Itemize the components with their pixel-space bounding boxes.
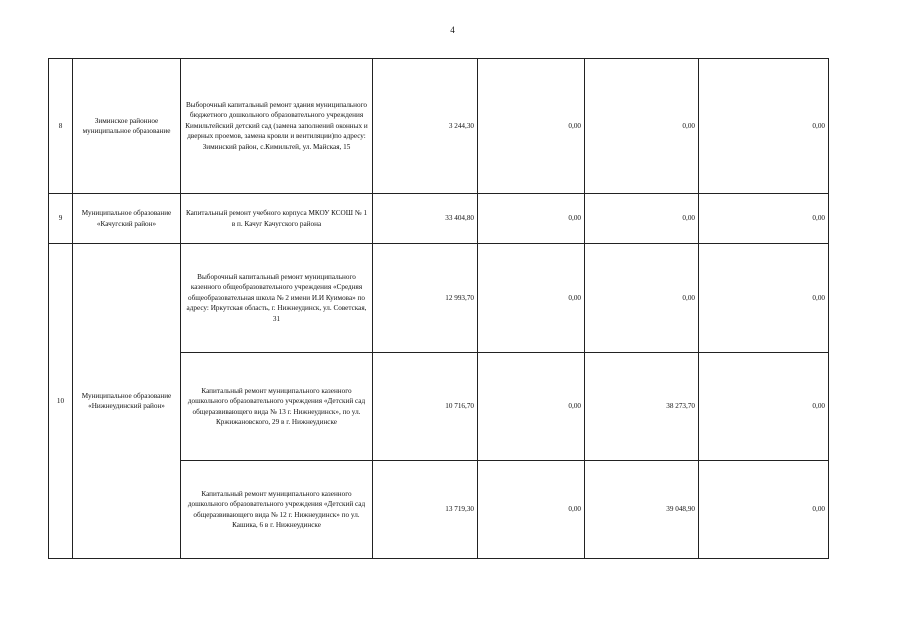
amount-cell: 0,00: [585, 194, 699, 244]
amount-cell: 10 716,70: [373, 353, 478, 461]
table-row: [49, 194, 829, 244]
row-number: 8: [49, 59, 73, 194]
amount-cell: 0,00: [585, 59, 699, 194]
municipality-cell: Муниципальное образование «Нижнеудинский район»: [73, 244, 181, 559]
page-number: 4: [450, 25, 455, 35]
amount-cell: 0,00: [699, 461, 829, 559]
amount-cell: 0,00: [478, 194, 585, 244]
amount-cell: 3 244,30: [373, 59, 478, 194]
amount-cell: 0,00: [478, 353, 585, 461]
budget-table: [48, 58, 829, 559]
row-number: 10: [49, 244, 73, 559]
amount-cell: 38 273,70: [585, 353, 699, 461]
amount-cell: 0,00: [699, 59, 829, 194]
municipality-cell: Зиминское районное муниципальное образование: [73, 59, 181, 194]
object-cell: Выборочный капитальный ремонт муниципального казенного общеобразовательного учреждения «Средняя общеобразовательная школа № 2 имени И.И Куимова» по адресу: Иркутская область, г. Нижнеудинск, ул. Советская, 31: [181, 244, 373, 353]
object-cell: Капитальный ремонт учебного корпуса МКОУ КСОШ № 1 в п. Качуг Качугского района: [181, 194, 373, 244]
amount-cell: 0,00: [699, 194, 829, 244]
municipality-cell: Муниципальное образование «Качугский район»: [73, 194, 181, 244]
amount-cell: 33 404,80: [373, 194, 478, 244]
table-row: [49, 59, 829, 194]
amount-cell: 0,00: [478, 244, 585, 353]
object-cell: Капитальный ремонт муниципального казенного дошкольного образовательного учреждения «Детский сад общеразвивающего вида № 13 г. Нижнеудинск», по ул. Кржижановского, 29 в г. Нижнеудинске: [181, 353, 373, 461]
amount-cell: 0,00: [699, 244, 829, 353]
amount-cell: 0,00: [699, 353, 829, 461]
amount-cell: 39 048,90: [585, 461, 699, 559]
amount-cell: 0,00: [585, 244, 699, 353]
amount-cell: 12 993,70: [373, 244, 478, 353]
amount-cell: 0,00: [478, 461, 585, 559]
row-number: 9: [49, 194, 73, 244]
amount-cell: 13 719,30: [373, 461, 478, 559]
object-cell: Капитальный ремонт муниципального казенного дошкольного образовательного учреждения «Детский сад общеразвивающего вида № 12 г. Нижнеудинск» по ул. Кашика, 6 в г. Нижнеудинске: [181, 461, 373, 559]
table-row: [49, 244, 829, 353]
object-cell: Выборочный капитальный ремонт здания муниципального бюджетного дошкольного образовательного учреждения Кимильтейский детский сад (замена заполнений оконных и дверных проемов, замена кровли и вентиляции)по адресу: Зиминский район, с.Кимильтей, ул. Майская, 15: [181, 59, 373, 194]
amount-cell: 0,00: [478, 59, 585, 194]
